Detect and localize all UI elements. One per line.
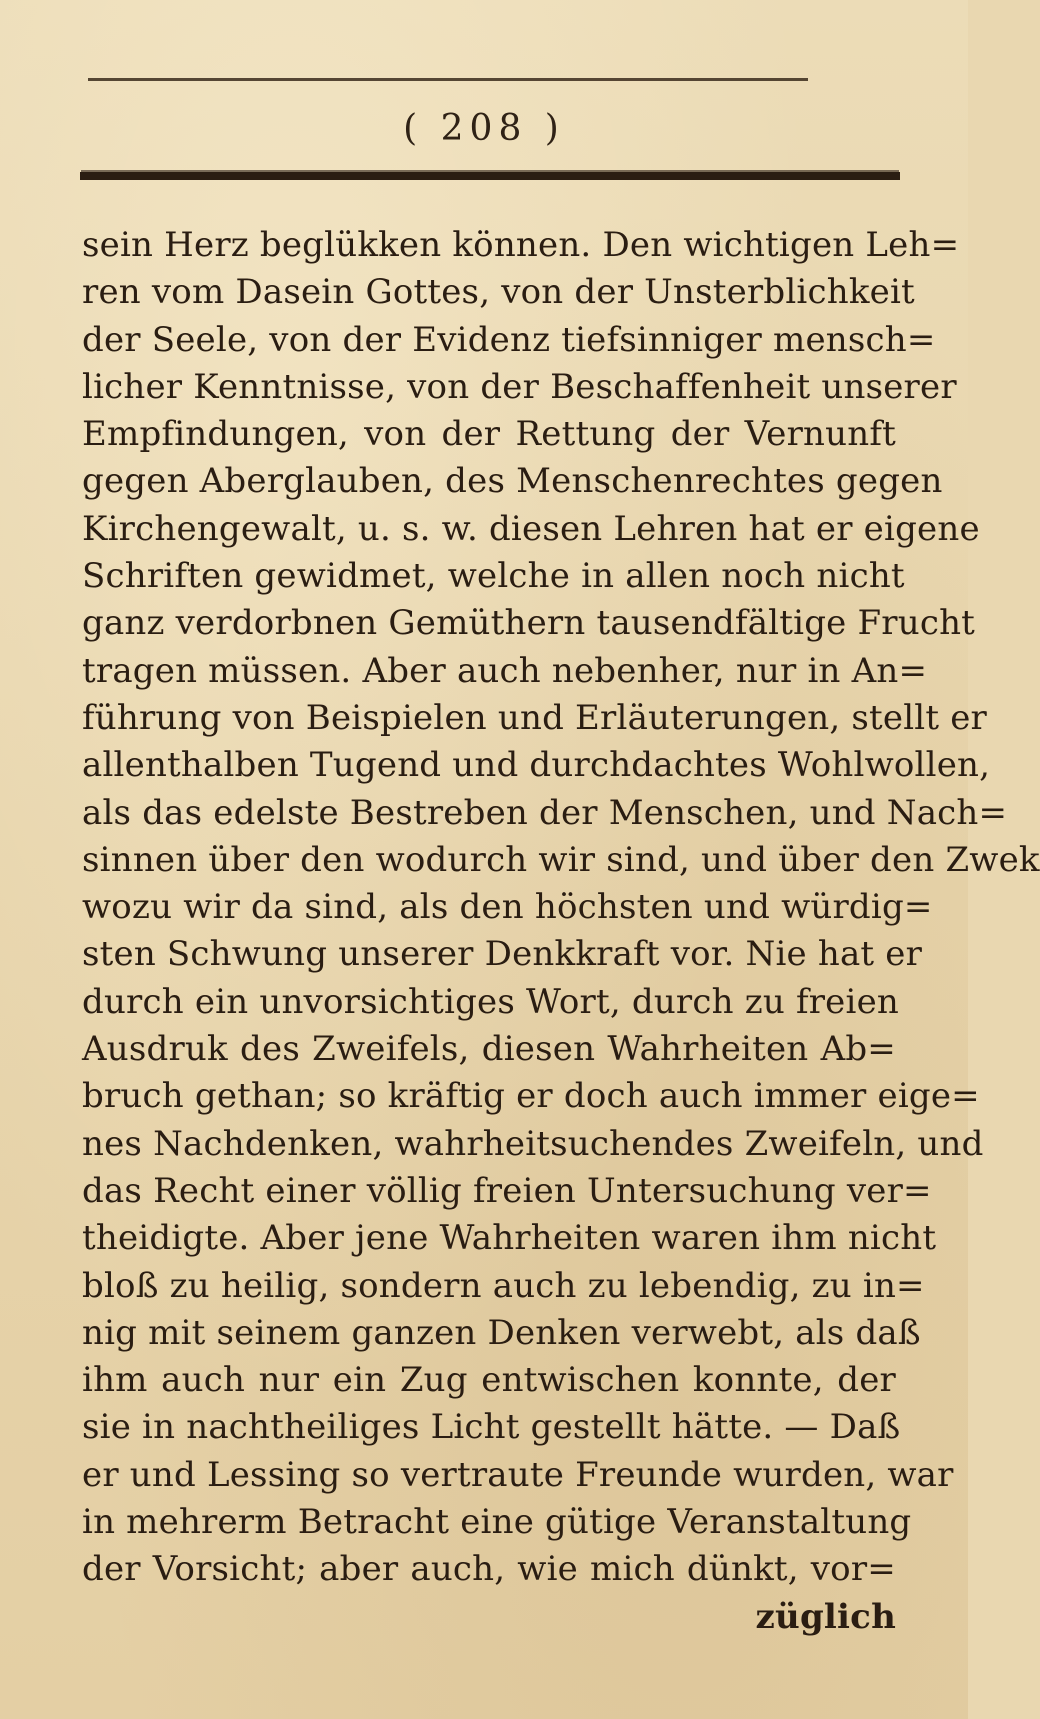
header-rule-top <box>88 78 808 81</box>
text-line: Schriften gewidmet, welche in allen noch nicht <box>82 556 905 597</box>
text-line: allenthalben Tugend und durchdachtes Wohlwollen, <box>82 745 991 786</box>
text-line: Ausdruk des Zweifels, diesen Wahrheiten Ab= <box>82 1029 896 1070</box>
text-line: ihm auch nur ein Zug entwischen konnte, der <box>82 1360 896 1401</box>
text-line: sinnen über den wodurch wir sind, und über den Zwek <box>82 839 1040 880</box>
text-line: in mehrerm Betracht eine gütige Veranstaltung <box>82 1502 912 1543</box>
text-line: Empfindungen, von der Rettung der Vernunft <box>82 414 896 455</box>
catchword: züglich <box>755 1596 896 1637</box>
text-line: bloß zu heilig, sondern auch zu lebendig, zu in= <box>82 1265 925 1306</box>
text-line: tragen müssen. Aber auch nebenher, nur in An= <box>82 650 928 691</box>
text-line: der Seele, von der Evidenz tiefsinniger mensch= <box>82 319 936 360</box>
text-line: als das edelste Bestreben der Menschen, und Nach= <box>82 792 1008 833</box>
text-line: er und Lessing so vertraute Freunde wurden, war <box>82 1454 954 1495</box>
text-line: licher Kenntnisse, von der Beschaffenheit unserer <box>82 366 957 407</box>
text-line: wozu wir da sind, als den höchsten und würdig= <box>82 887 933 928</box>
text-line: sein Herz beglükken können. Den wichtigen Leh= <box>82 225 960 265</box>
text-line: führung von Beispielen und Erläuterungen, stellt er <box>82 697 988 738</box>
text-line: ren vom Dasein Gottes, von der Unsterblichkeit <box>82 272 915 313</box>
text-line: nes Nachdenken, wahrheitsuchendes Zweifeln, und <box>82 1123 984 1164</box>
text-line: bruch gethan; so kräftig er doch auch immer eige= <box>82 1076 980 1117</box>
text-line: das Recht einer völlig freien Untersuchung ver= <box>82 1170 932 1211</box>
text-line: sie in nachtheiliges Licht gestellt hätte. — Daß <box>82 1407 901 1448</box>
text-line: gegen Aberglauben, des Menschenrechtes gegen <box>82 461 943 502</box>
text-line: ganz verdorbnen Gemüthern tausendfältige Frucht <box>82 603 976 644</box>
page-number: ( 208 ) <box>403 108 565 149</box>
text-line: der Vorsicht; aber auch, wie mich dünkt, vor= <box>82 1549 896 1590</box>
text-line: nig mit seinem ganzen Denken verwebt, als daß <box>82 1312 921 1353</box>
text-line: Kirchengewalt, u. s. w. diesen Lehren hat er eigene <box>82 508 980 549</box>
text-line: durch ein unvorsichtiges Wort, durch zu freien <box>82 981 899 1022</box>
header-rule-bottom <box>80 172 900 180</box>
text-line: sten Schwung unserer Denkkraft vor. Nie hat er <box>82 934 923 975</box>
body-text <box>82 222 1040 1641</box>
text-line: theidigte. Aber jene Wahrheiten waren ihm nicht <box>82 1218 937 1259</box>
